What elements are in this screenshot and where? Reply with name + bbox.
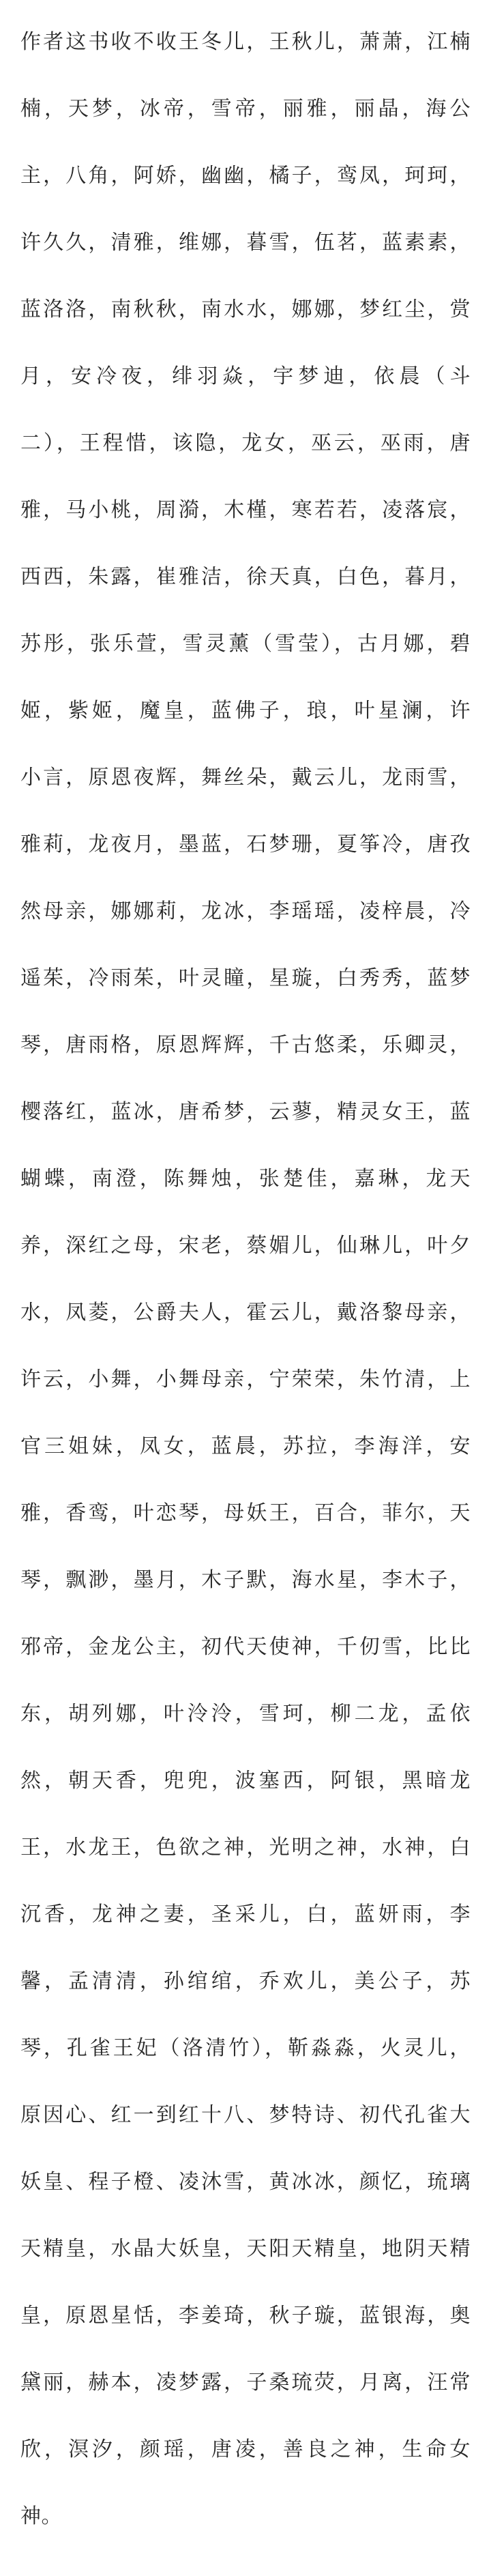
text-line: 官三姐妹，凤女，蓝晨，苏拉，李海洋，安 — [20, 1434, 471, 1458]
text-line: 蝴蝶，南澄，陈舞烛，张楚佳，嘉琳，龙天 — [20, 1167, 471, 1191]
text-line: 东，胡列娜，叶泠泠，雪珂，柳二龙，孟依 — [20, 1702, 471, 1726]
text-line: 二），王程惜，该隐，龙女，巫云，巫雨，唐 — [20, 431, 471, 455]
text-line-last: 神。 — [20, 2504, 62, 2528]
text-line: 琴，孔雀王妃（洛清竹），靳淼淼，火灵儿， — [20, 2036, 471, 2060]
text-line: 妖皇、程子橙、凌沐雪，黄冰冰，颜忆，琉璃 — [20, 2170, 471, 2194]
text-line: 然，朝天香，兜兜，波塞西，阿银，黑暗龙 — [20, 1769, 471, 1793]
text-line: 琴，飘渺，墨月，木子默，海水星，李木子， — [20, 1568, 471, 1592]
text-line: 皇，原恩星恬，李姜琦，秋子璇，蓝银海，奥 — [20, 2304, 471, 2328]
text-line: 馨，孟清清，孙绾绾，乔欢儿，美公子，苏 — [20, 1969, 471, 1993]
text-line: 樱落红，蓝冰，唐希梦，云蓼，精灵女王，蓝 — [20, 1100, 471, 1124]
text-line: 雅，马小桃，周漪，木槿，寒若若，凌落宸， — [20, 498, 471, 522]
text-line: 西西，朱露，崔雅洁，徐天真，白色，暮月， — [20, 565, 471, 589]
text-line: 沉香，龙神之妻，圣采儿，白，蓝妍雨，李 — [20, 1902, 471, 1926]
text-line: 作者这书收不收王冬儿，王秋儿，萧萧，江楠 — [20, 30, 471, 54]
text-line: 黛丽，赫本，凌梦露，子桑琉荧，月离，汪常 — [20, 2371, 471, 2394]
text-line: 许云，小舞，小舞母亲，宁荣荣，朱竹清，上 — [20, 1367, 471, 1391]
text-line: 主，八角，阿娇，幽幽，橘子，鸾凤，珂珂， — [20, 164, 471, 188]
text-line: 欣，溟汐，颜瑶，唐凌，善良之神，生命女 — [20, 2437, 471, 2461]
text-line: 姬，紫姬，魔皇，蓝佛子，琅，叶星澜，许 — [20, 699, 471, 723]
text-line: 楠，天梦，冰帝，雪帝，丽雅，丽晶，海公 — [20, 97, 471, 121]
text-line: 雅莉，龙夜月，墨蓝，石梦珊，夏筝冷，唐孜 — [20, 833, 471, 856]
text-line: 养，深红之母，宋老，蔡媚儿，仙琳儿，叶夕 — [20, 1234, 471, 1258]
text-line: 遥茱，冷雨茱，叶灵瞳，星璇，白秀秀，蓝梦 — [20, 966, 471, 990]
text-line: 琴，唐雨格，原恩辉辉，千古悠柔，乐卿灵， — [20, 1033, 471, 1057]
text-line: 小言，原恩夜辉，舞丝朵，戴云儿，龙雨雪， — [20, 766, 471, 790]
text-line: 然母亲，娜娜莉，龙冰，李瑶瑶，凌梓晨，冷 — [20, 899, 471, 923]
text-line: 苏彤，张乐萱，雪灵薰（雪莹），古月娜，碧 — [20, 632, 471, 656]
text-line: 原因心、红一到红十八、梦特诗、初代孔雀大 — [20, 2103, 471, 2127]
text-line: 天精皇，水晶大妖皇，天阳天精皇，地阴天精 — [20, 2237, 471, 2261]
text-line: 月，安冷夜，绯羽焱，宇梦迪，依晨（斗 — [20, 364, 471, 388]
text-line: 雅，香鸾，叶恋琴，母妖王，百合，菲尔，天 — [20, 1501, 471, 1525]
text-line: 邪帝，金龙公主，初代天使神，千仞雪，比比 — [20, 1635, 471, 1659]
text-line: 王，水龙王，色欲之神，光明之神，水神，白 — [20, 1836, 471, 1859]
text-line: 蓝洛洛，南秋秋，南水水，娜娜，梦红尘，赏 — [20, 298, 471, 321]
text-line: 水，凤菱，公爵夫人，霍云儿，戴洛黎母亲， — [20, 1301, 471, 1325]
text-line: 许久久，清雅，维娜，暮雪，伍茗，蓝素素， — [20, 231, 471, 255]
